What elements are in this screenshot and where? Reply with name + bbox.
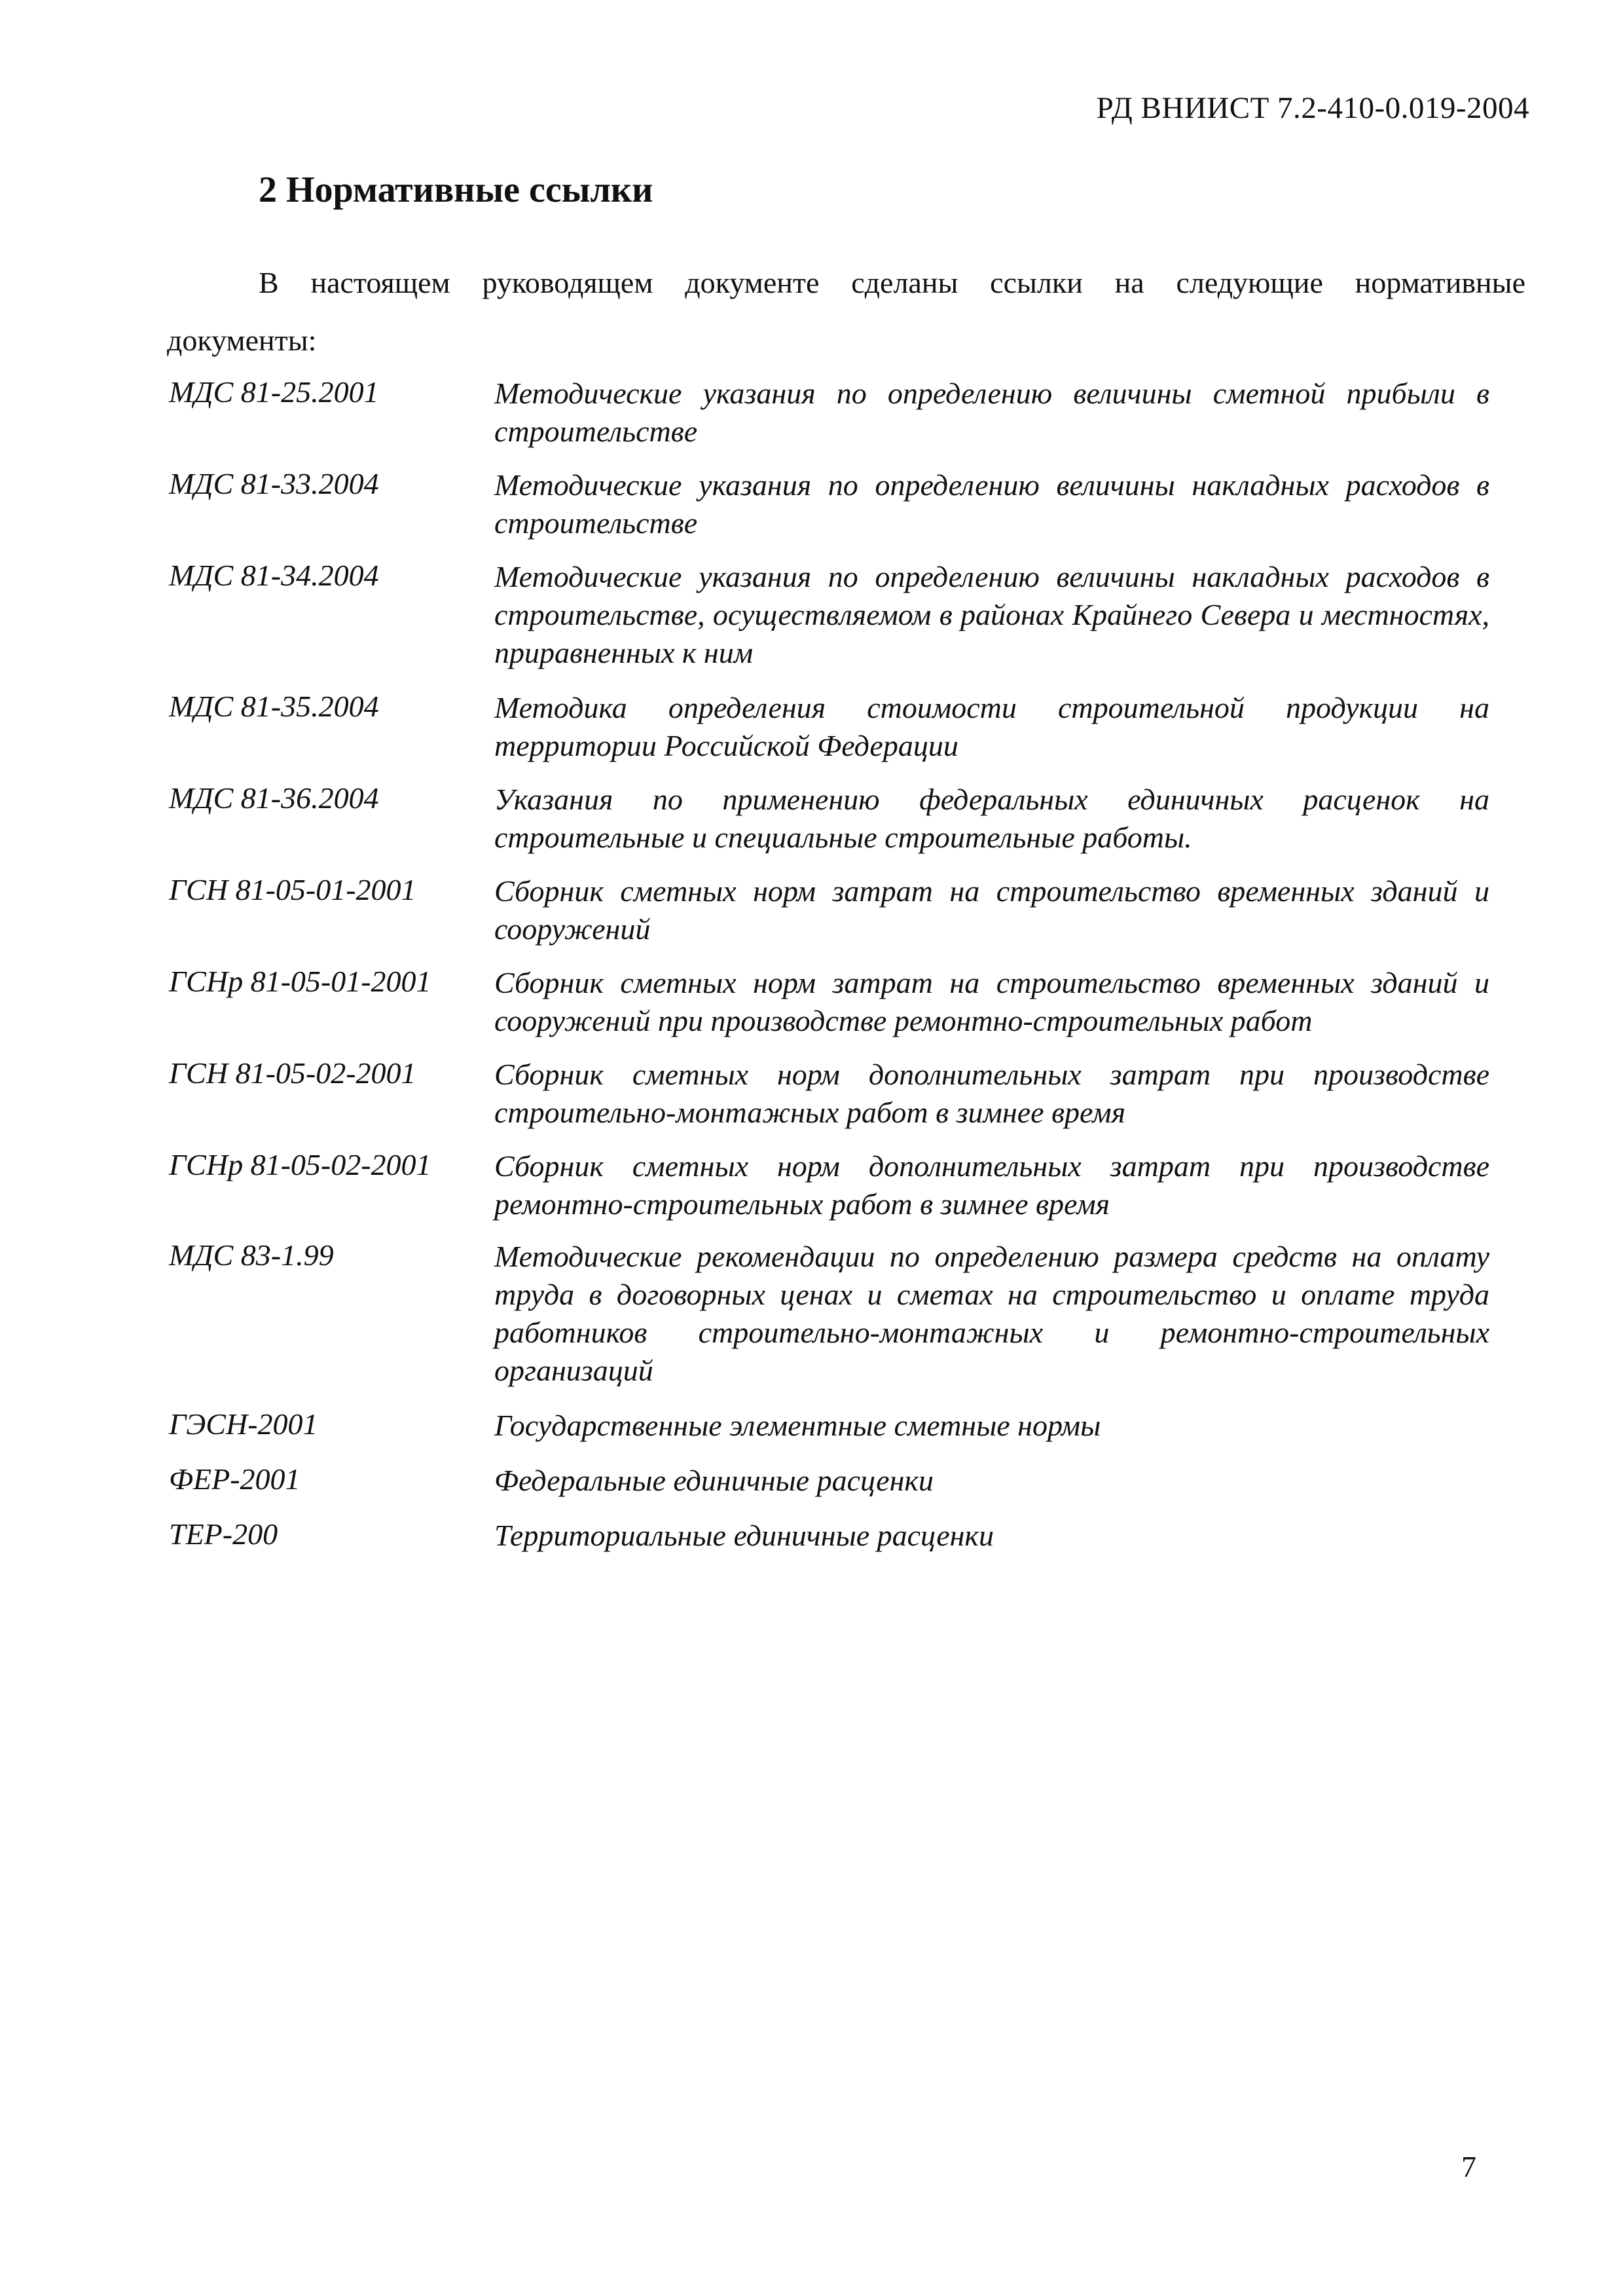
intro-text-line-2: документы: (167, 324, 317, 357)
reference-title: Методические указания по определению величины накладных расходов в строительстве (494, 468, 1489, 540)
reference-code: МДС 81-25.2001 (169, 375, 379, 409)
reference-code: ГСН 81-05-01-2001 (169, 873, 416, 906)
reference-code: ФЕР-2001 (169, 1462, 301, 1496)
reference-code: МДС 81-36.2004 (169, 781, 379, 815)
section-title: 2 Нормативные ссылки (259, 170, 653, 210)
reference-title: Территориальные единичные расценки (494, 1519, 994, 1552)
page-number: 7 (1461, 2150, 1476, 2183)
reference-code: ГСНр 81-05-02-2001 (169, 1148, 431, 1181)
reference-code: ГСН 81-05-02-2001 (169, 1056, 416, 1090)
reference-code: ГСНр 81-05-01-2001 (169, 965, 431, 998)
reference-title: Сборник сметных норм затрат на строительство временных зданий и сооружений при производстве ремонтно-строительных работ (494, 966, 1489, 1037)
reference-title: Методические указания по определению величины сметной прибыли в строительстве (494, 377, 1489, 448)
document-code: РД ВНИИСТ 7.2-410-0.019-2004 (1096, 91, 1529, 125)
reference-title: Указания по применению федеральных единичных расценок на строительные и специальные строительные работы. (494, 783, 1489, 854)
reference-code: МДС 81-33.2004 (169, 467, 379, 500)
reference-code: МДС 83-1.99 (169, 1238, 334, 1272)
reference-code: ГЭСН-2001 (169, 1407, 318, 1441)
reference-title: Сборник сметных норм дополнительных затрат при производстве ремонтно-строительных работ в зимнее время (494, 1149, 1489, 1221)
reference-code: МДС 81-34.2004 (169, 559, 379, 592)
reference-title: Федеральные единичные расценки (494, 1464, 934, 1497)
reference-title: Методические указания по определению величины накладных расходов в строительстве, осуществляемом в районах Крайнего Севера и местностях, приравненных к ним (494, 560, 1489, 669)
reference-code: ТЕР-200 (169, 1517, 278, 1551)
intro-text-line-1: В настоящем руководящем документе сделаны ссылки на следующие нормативные (259, 266, 1525, 299)
reference-title: Методические рекомендации по определению размера средств на оплату труда в договорных ценах и сметах на строительство и оплате труда работников строительно-монтажных и ремонтно-строительных организаций (494, 1240, 1489, 1387)
reference-code: МДС 81-35.2004 (169, 690, 379, 723)
reference-title: Сборник сметных норм затрат на строительство временных зданий и сооружений (494, 874, 1489, 946)
reference-title: Методика определения стоимости строительной продукции на территории Российской Федерации (494, 691, 1489, 762)
reference-title: Сборник сметных норм дополнительных затрат при производстве строительно-монтажных работ в зимнее время (494, 1058, 1489, 1129)
reference-title: Государственные элементные сметные нормы (494, 1409, 1101, 1442)
